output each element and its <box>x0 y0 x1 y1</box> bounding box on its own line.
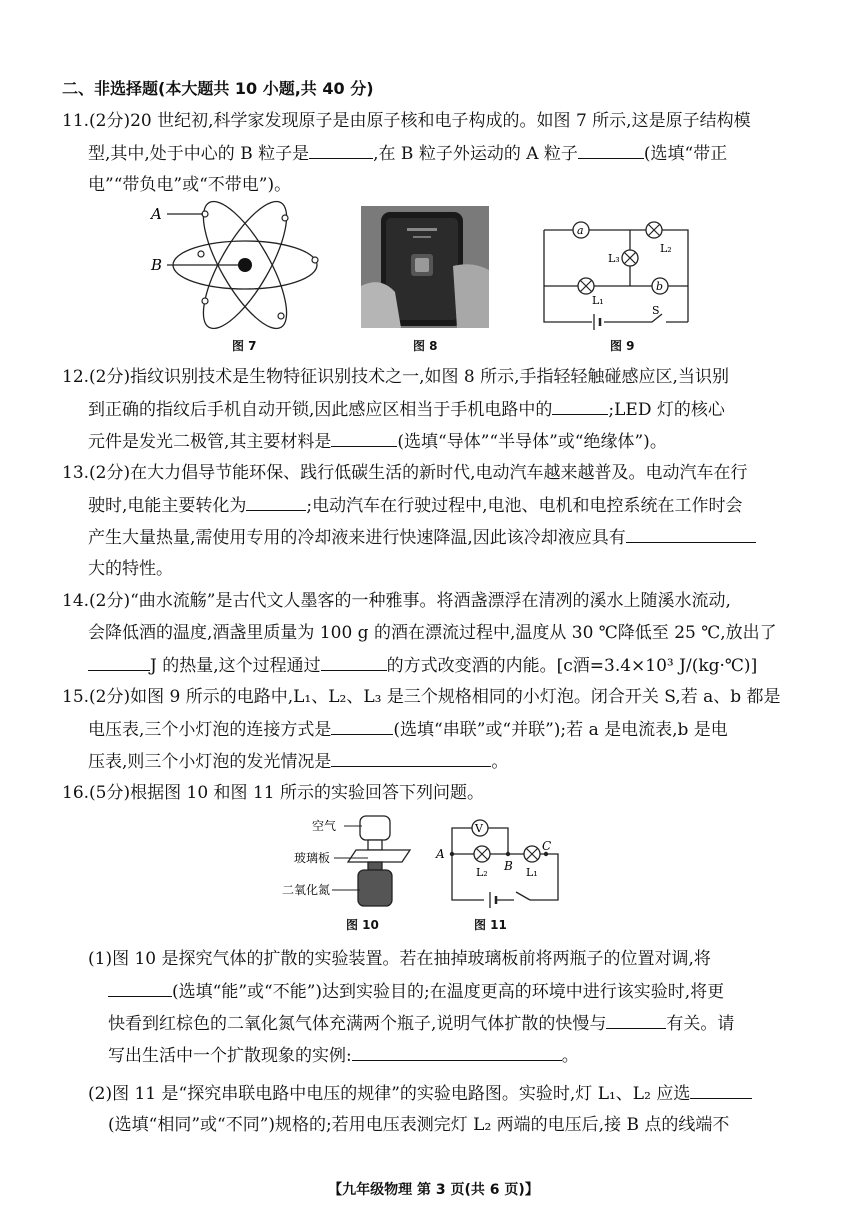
q12-line3: 元件是发光二极管,其主要材料是 (选填“导体”“半导体”或“绝缘体”)。 <box>88 432 667 452</box>
svg-text:L₂: L₂ <box>660 242 672 255</box>
fig8-caption: 图 8 <box>413 339 438 353</box>
q12-line2: 到正确的指纹后手机自动开锁,因此感应区相当于手机电路中的 ;LED 灯的核心 <box>88 400 725 420</box>
q16-p1-line1: (1)图 10 是探究气体的扩散的实验装置。若在抽掉玻璃板前将两瓶子的位置对调,将 <box>88 949 711 969</box>
q16-p1-line4: 写出生活中一个扩散现象的实例: 。 <box>108 1046 579 1066</box>
svg-text:L₃: L₃ <box>608 252 620 265</box>
q16-p1-line2: (选填“能”或“不能”)达到实验目的;在温度更高的环境中进行该实验时,将更 <box>108 980 724 1003</box>
answer-blank[interactable] <box>690 1082 752 1099</box>
answer-blank[interactable] <box>246 494 306 511</box>
q13-line4: 大的特性。 <box>88 559 173 579</box>
fig9-caption: 图 9 <box>610 339 635 353</box>
svg-text:L₂: L₂ <box>476 866 488 879</box>
svg-text:A: A <box>436 847 445 861</box>
glass-label: 玻璃板 <box>294 851 331 865</box>
circuit-figure-11 <box>432 812 572 912</box>
circuit-figure-9 <box>536 210 696 332</box>
q13-line3: 产生大量热量,需使用专用的冷却液来进行快速降温,因此该冷却液应具有 <box>88 526 756 549</box>
answer-blank[interactable] <box>108 980 172 997</box>
answer-blank[interactable] <box>331 750 491 767</box>
answer-blank[interactable] <box>309 142 373 159</box>
fig11-caption: 图 11 <box>474 918 507 932</box>
fig7-caption: 图 7 <box>232 339 257 353</box>
answer-blank[interactable] <box>352 1044 562 1061</box>
answer-blank[interactable] <box>331 430 397 447</box>
answer-blank[interactable] <box>606 1012 666 1029</box>
svg-text:C: C <box>542 839 552 853</box>
q11-line2: 型,其中,处于中心的 B 粒子是 ,在 B 粒子外运动的 A 粒子 (选填“带正 <box>88 144 728 164</box>
q14-line2: 会降低酒的温度,酒盏里质量为 100 g 的酒在漂流过程中,温度从 30 ℃降低至 25 ℃,放出了 <box>88 623 777 643</box>
section-title: 二、非选择题(本大题共 10 小题,共 40 分) <box>62 79 374 98</box>
q15-line2: 电压表,三个小灯泡的连接方式是 (选填“串联”或“并联”);若 a 是电流表,b 是电 <box>88 720 728 740</box>
svg-text:L₁: L₁ <box>526 866 538 879</box>
answer-blank[interactable] <box>578 142 644 159</box>
q15-line1: 15.(2分)如图 9 所示的电路中,L₁、L₂、L₃ 是三个规格相同的小灯泡。闭合开关 S,若 a、b 都是 <box>62 687 781 707</box>
atom-model-figure <box>145 200 325 330</box>
svg-text:L₁: L₁ <box>592 294 604 307</box>
nucleus-b <box>238 258 252 272</box>
phone-photo-figure <box>361 206 489 328</box>
meter-b: b <box>656 280 664 293</box>
meter-a: a <box>577 224 584 237</box>
answer-blank[interactable] <box>626 526 756 543</box>
q14-line3: J 的热量,这个过程通过 的方式改变酒的内能。[c酒=3.4×10³ J/(kg·℃)] <box>88 654 757 677</box>
q11-line1: 11.(2分)20 世纪初,科学家发现原子是由原子核和电子构成的。如图 7 所示,这是原子结构模 <box>62 111 751 131</box>
q13-line1: 13.(2分)在大力倡导节能环保、践行低碳生活的新时代,电动汽车越来越普及。电动汽车在行 <box>62 463 748 483</box>
answer-blank[interactable] <box>331 718 393 735</box>
voltmeter-label: V <box>475 822 483 835</box>
answer-blank[interactable] <box>552 398 608 415</box>
label-a: A <box>151 205 162 223</box>
q16-line1: 16.(5分)根据图 10 和图 11 所示的实验回答下列问题。 <box>62 783 484 803</box>
q12-line1: 12.(2分)指纹识别技术是生物特征识别技术之一,如图 8 所示,手指轻轻触碰感应区,当识别 <box>62 367 729 387</box>
answer-blank[interactable] <box>88 654 150 671</box>
q11-line3: 电”“带负电”或“不带电”)。 <box>88 175 292 195</box>
q15-line3: 压表,则三个小灯泡的发光情况是 。 <box>88 752 509 772</box>
q16-p2-line2: (选填“相同”或“不同”)规格的;若用电压表测完灯 L₂ 两端的电压后,接 B 点的线端不 <box>108 1115 730 1135</box>
air-label: 空气 <box>312 819 337 833</box>
no2-label: 二氧化氮 <box>282 883 331 897</box>
q16-p1-line3: 快看到红棕色的二氧化氮气体充满两个瓶子,说明气体扩散的快慢与 有关。请 <box>108 1014 735 1034</box>
q13-line2: 驶时,电能主要转化为 ;电动汽车在行驶过程中,电池、电机和电控系统在工作时会 <box>88 496 743 516</box>
svg-text:B: B <box>504 859 513 873</box>
gas-diffusion-figure <box>282 812 412 912</box>
fig10-caption: 图 10 <box>346 918 379 932</box>
switch-label: S <box>652 304 660 317</box>
label-b: B <box>151 256 163 274</box>
q14-line1: 14.(2分)“曲水流觞”是古代文人墨客的一种雅事。将酒盏漂浮在清冽的溪水上随溪水流动, <box>62 591 731 611</box>
page-footer: 【九年级物理 第 3 页(共 6 页)】 <box>328 1182 539 1198</box>
answer-blank[interactable] <box>321 654 387 671</box>
q16-p2-line1: (2)图 11 是“探究串联电路中电压的规律”的实验电路图。实验时,灯 L₁、L₂ 应选 <box>88 1082 752 1105</box>
